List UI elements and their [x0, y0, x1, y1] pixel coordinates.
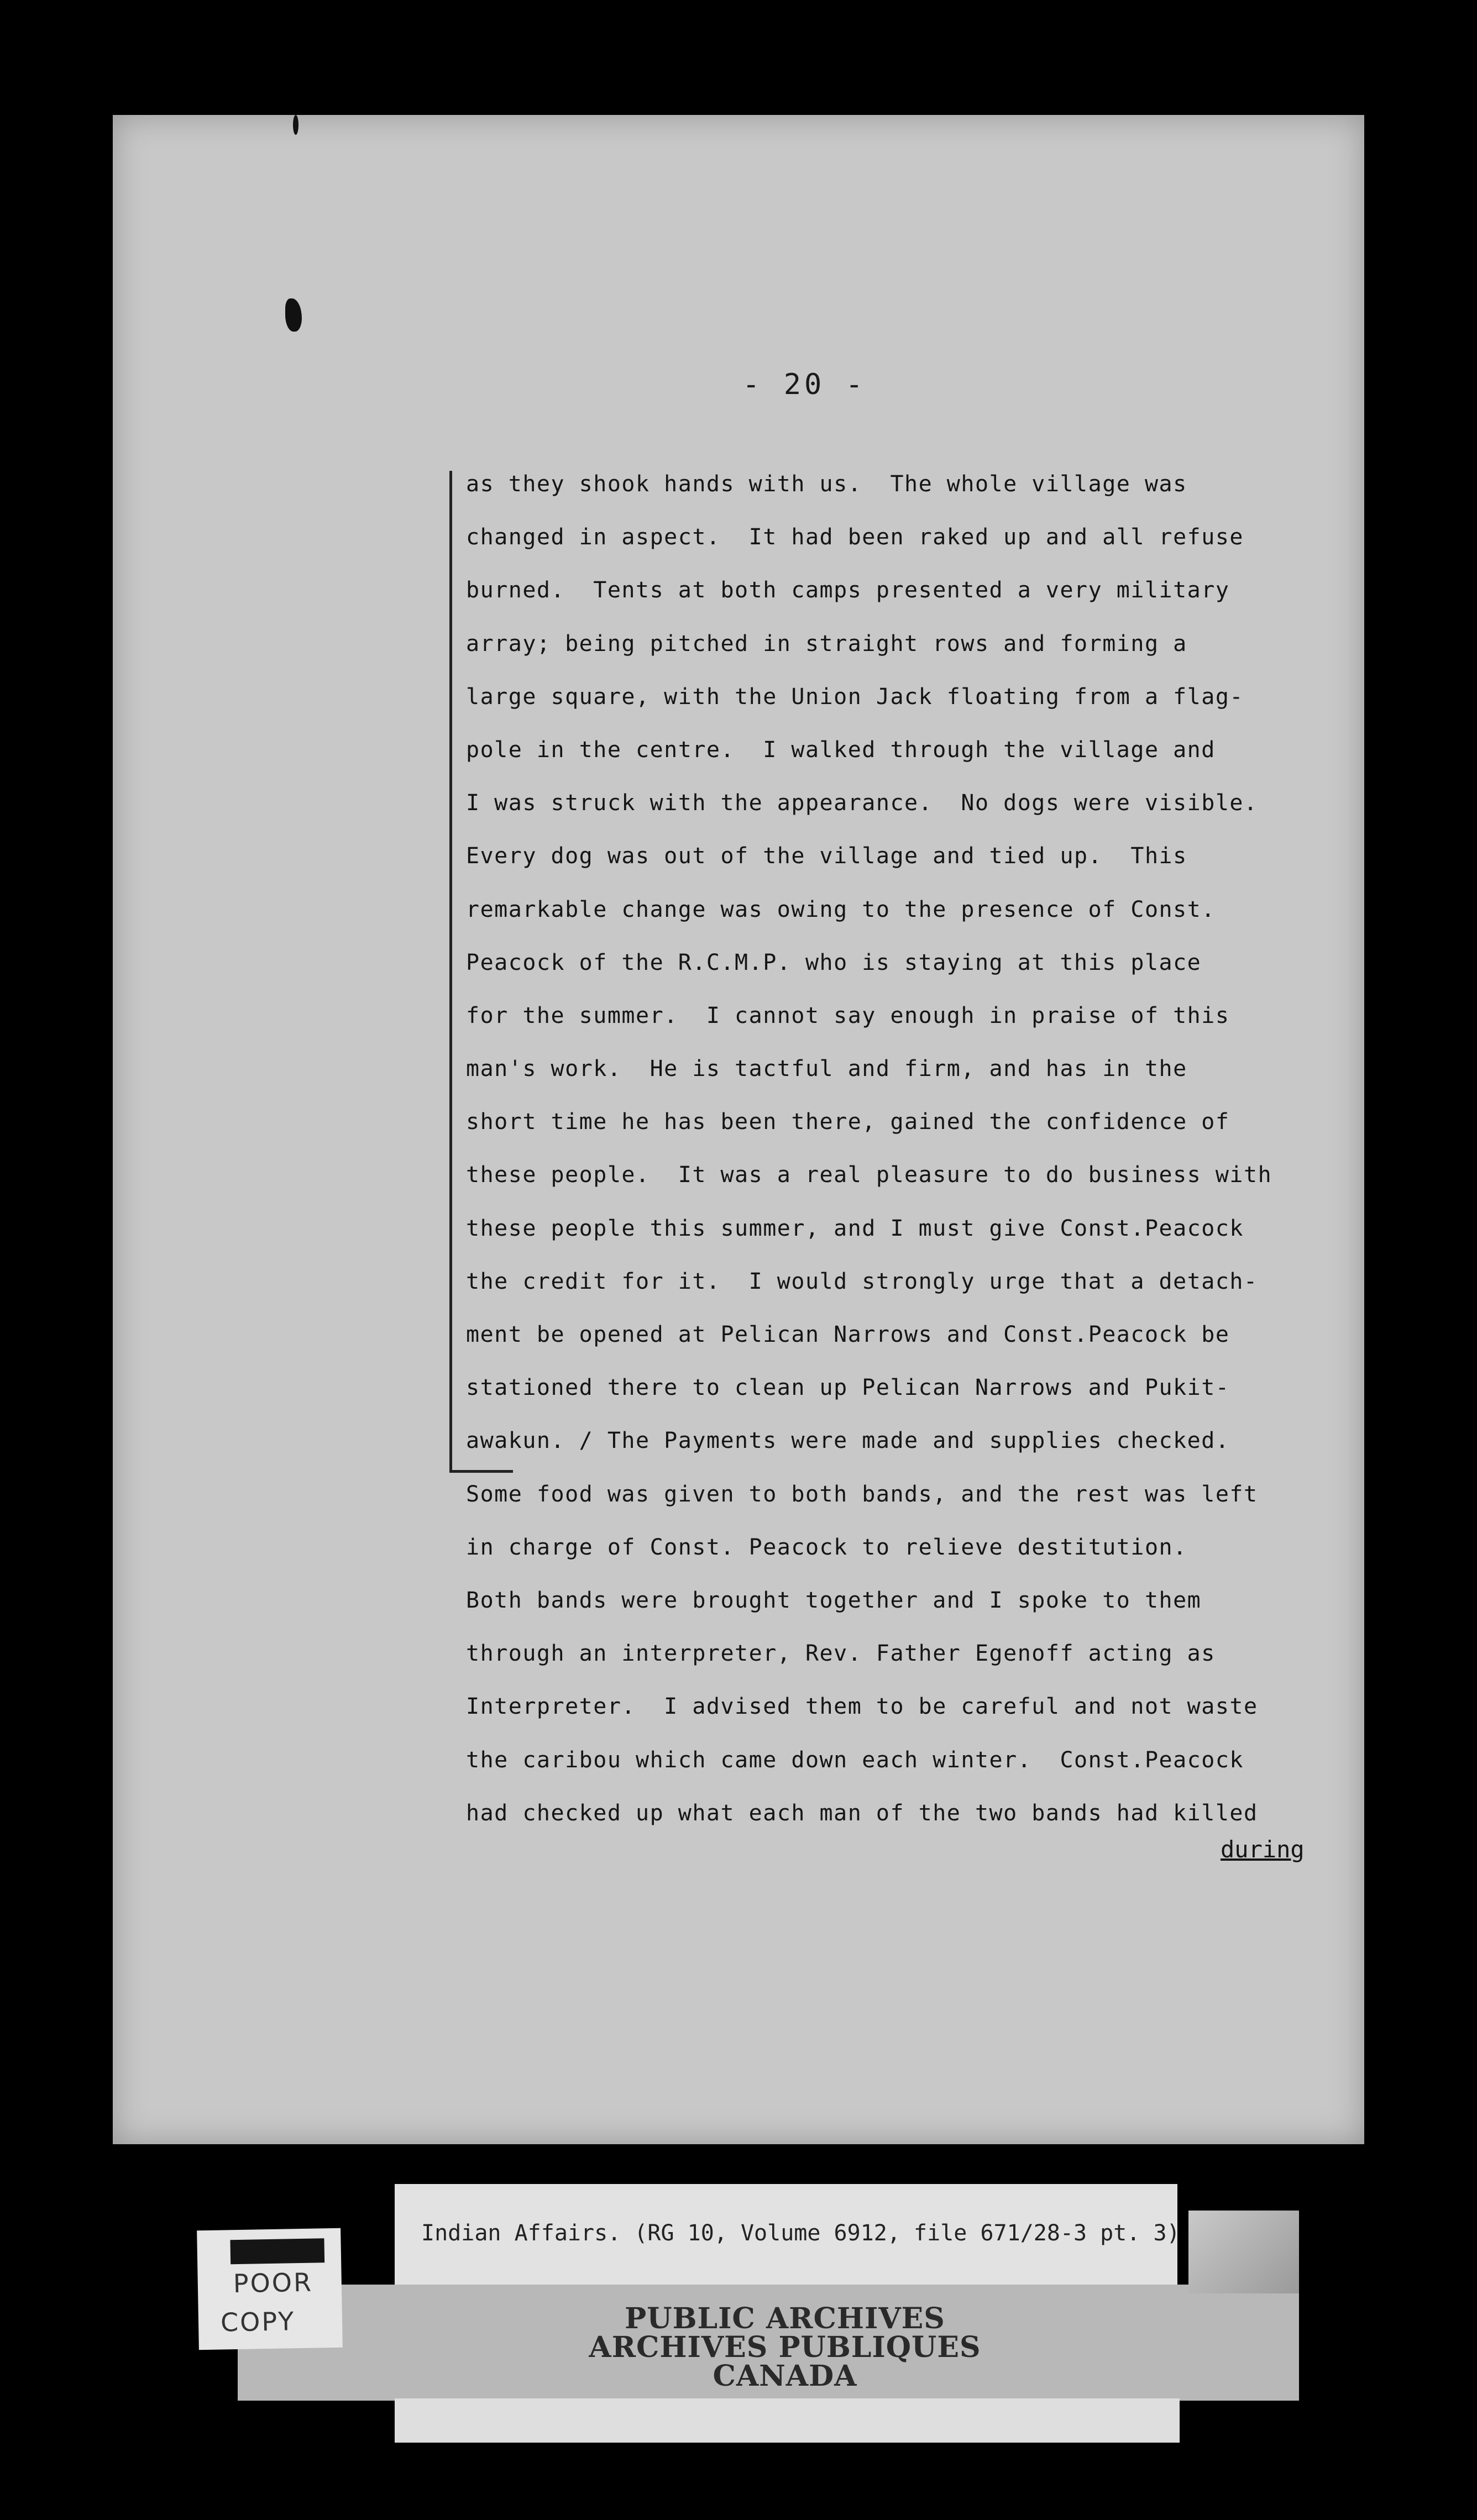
- body-line: I was struck with the appearance. No dogs were visible.: [466, 790, 1258, 816]
- poor-copy-line-1: POOR: [233, 2267, 313, 2299]
- public-archives-stamp: [569, 2304, 1001, 2391]
- body-line: Some food was given to both bands, and the rest was left: [466, 1481, 1258, 1507]
- body-line: these people this summer, and I must give Const.Peacock: [466, 1215, 1244, 1241]
- stamp-line-2: ARCHIVES PUBLIQUES: [589, 2330, 981, 2364]
- body-line: the caribou which came down each winter. Const.Peacock: [466, 1747, 1244, 1773]
- body-line: burned. Tents at both camps presented a very military: [466, 578, 1230, 603]
- redaction-bar: [230, 2238, 324, 2264]
- body-line: awakun. / The Payments were made and supplies checked.: [466, 1428, 1230, 1454]
- body-line: stationed there to clean up Pelican Narrows and Pukit-: [466, 1375, 1230, 1401]
- continuation-word: during: [1221, 1836, 1305, 1863]
- body-line: changed in aspect. It had been raked up and all refuse: [466, 524, 1244, 550]
- bottom-paper-strip: [395, 2398, 1180, 2443]
- body-line: in charge of Const. Peacock to relieve destitution.: [466, 1534, 1187, 1560]
- poor-copy-tag: [197, 2228, 343, 2350]
- body-line: pole in the centre. I walked through the village and: [466, 737, 1216, 763]
- body-line: man's work. He is tactful and firm, and has in the: [466, 1056, 1187, 1082]
- body-line: large square, with the Union Jack floating from a flag-: [466, 684, 1244, 710]
- body-line: as they shook hands with us. The whole village was: [466, 471, 1187, 497]
- folded-paper-tab: [1188, 2211, 1299, 2293]
- body-line: short time he has been there, gained the confidence of: [466, 1109, 1230, 1135]
- body-line: had checked up what each man of the two bands had killed: [466, 1800, 1258, 1826]
- ink-speck: [293, 115, 298, 135]
- body-line: Every dog was out of the village and tied up. This: [466, 843, 1187, 869]
- body-line: the credit for it. I would strongly urge that a detach-: [466, 1268, 1258, 1294]
- stamp-line-1: PUBLIC ARCHIVES: [625, 2302, 945, 2335]
- body-line: for the summer. I cannot say enough in praise of this: [466, 1002, 1230, 1028]
- body-text: [466, 458, 1373, 1840]
- body-line: Peacock of the R.C.M.P. who is staying at this place: [466, 949, 1202, 975]
- body-line: Interpreter. I advised them to be careful and not waste: [466, 1694, 1258, 1720]
- stamp-line-3: CANADA: [713, 2359, 857, 2393]
- body-line: array; being pitched in straight rows and forming a: [466, 631, 1187, 657]
- body-line: ment be opened at Pelican Narrows and Const.Peacock be: [466, 1322, 1230, 1347]
- body-line: through an interpreter, Rev. Father Egenoff acting as: [466, 1641, 1216, 1667]
- page-number: - 20 -: [742, 368, 866, 401]
- body-line: Both bands were brought together and I spoke to them: [466, 1587, 1202, 1613]
- archive-reference-label: Indian Affairs. (RG 10, Volume 6912, file 671/28-3 pt. 3): [421, 2220, 1180, 2246]
- poor-copy-line-2: COPY: [220, 2306, 296, 2338]
- body-line: these people. It was a real pleasure to do business with: [466, 1162, 1272, 1188]
- body-line: remarkable change was owing to the presence of Const.: [466, 896, 1216, 922]
